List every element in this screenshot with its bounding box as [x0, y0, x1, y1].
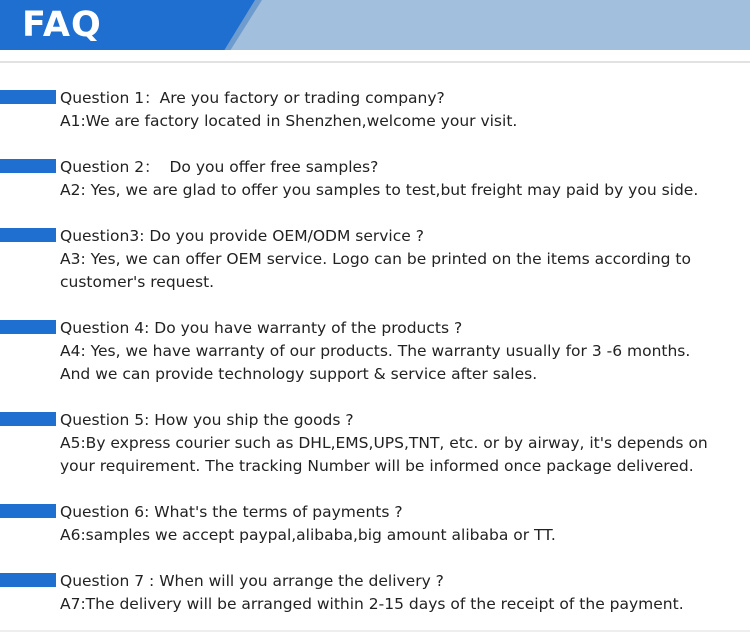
faq-answer: A6:samples we accept paypal,alibaba,big amount alibaba or TT. [60, 526, 556, 544]
faq-item [0, 317, 750, 386]
faq-answer: A4: Yes, we have warranty of our products. The warranty usually for 3 -6 months. And we can provide technology support & service after sales. [60, 342, 696, 383]
page-title: FAQ [22, 5, 102, 45]
faq-question: Question 4: Do you have warranty of the products ? [60, 319, 463, 337]
question-marker [0, 228, 56, 242]
question-marker [0, 90, 56, 104]
faq-header-banner [0, 0, 750, 50]
question-marker [0, 320, 56, 334]
faq-answer: A1:We are factory located in Shenzhen,welcome your visit. [60, 112, 518, 130]
faq-question: Question3: Do you provide OEM/ODM service ? [60, 227, 424, 245]
question-marker [0, 159, 56, 173]
faq-answer: A5:By express courier such as DHL,EMS,UPS,TNT, etc. or by airway, it's depends on your requirement. The tracking Number will be informed once package delivered. [60, 434, 713, 475]
faq-question: Question 5: How you ship the goods ? [60, 411, 354, 429]
faq-question: Question 7 : When will you arrange the delivery ? [60, 572, 444, 590]
faq-item [0, 225, 750, 294]
faq-question: Question 2： Do you offer free samples? [60, 158, 379, 176]
question-marker [0, 412, 56, 426]
faq-item [0, 501, 750, 547]
faq-question: Question 6: What's the terms of payments ? [60, 503, 403, 521]
faq-answer: A7:The delivery will be arranged within 2-15 days of the receipt of the payment. [60, 595, 684, 613]
question-marker [0, 504, 56, 518]
faq-item [0, 87, 750, 133]
header-divider [0, 61, 750, 63]
faq-answer: A2: Yes, we are glad to offer you samples to test,but freight may paid by you side. [60, 181, 699, 199]
faq-answer: A3: Yes, we can offer OEM service. Logo can be printed on the items according to customer's request. [60, 250, 696, 291]
faq-item [0, 570, 750, 616]
question-marker [0, 573, 56, 587]
faq-item [0, 156, 750, 202]
faq-item [0, 409, 750, 478]
faq-question: Question 1：Are you factory or trading company? [60, 89, 445, 107]
footer-divider [0, 630, 750, 632]
